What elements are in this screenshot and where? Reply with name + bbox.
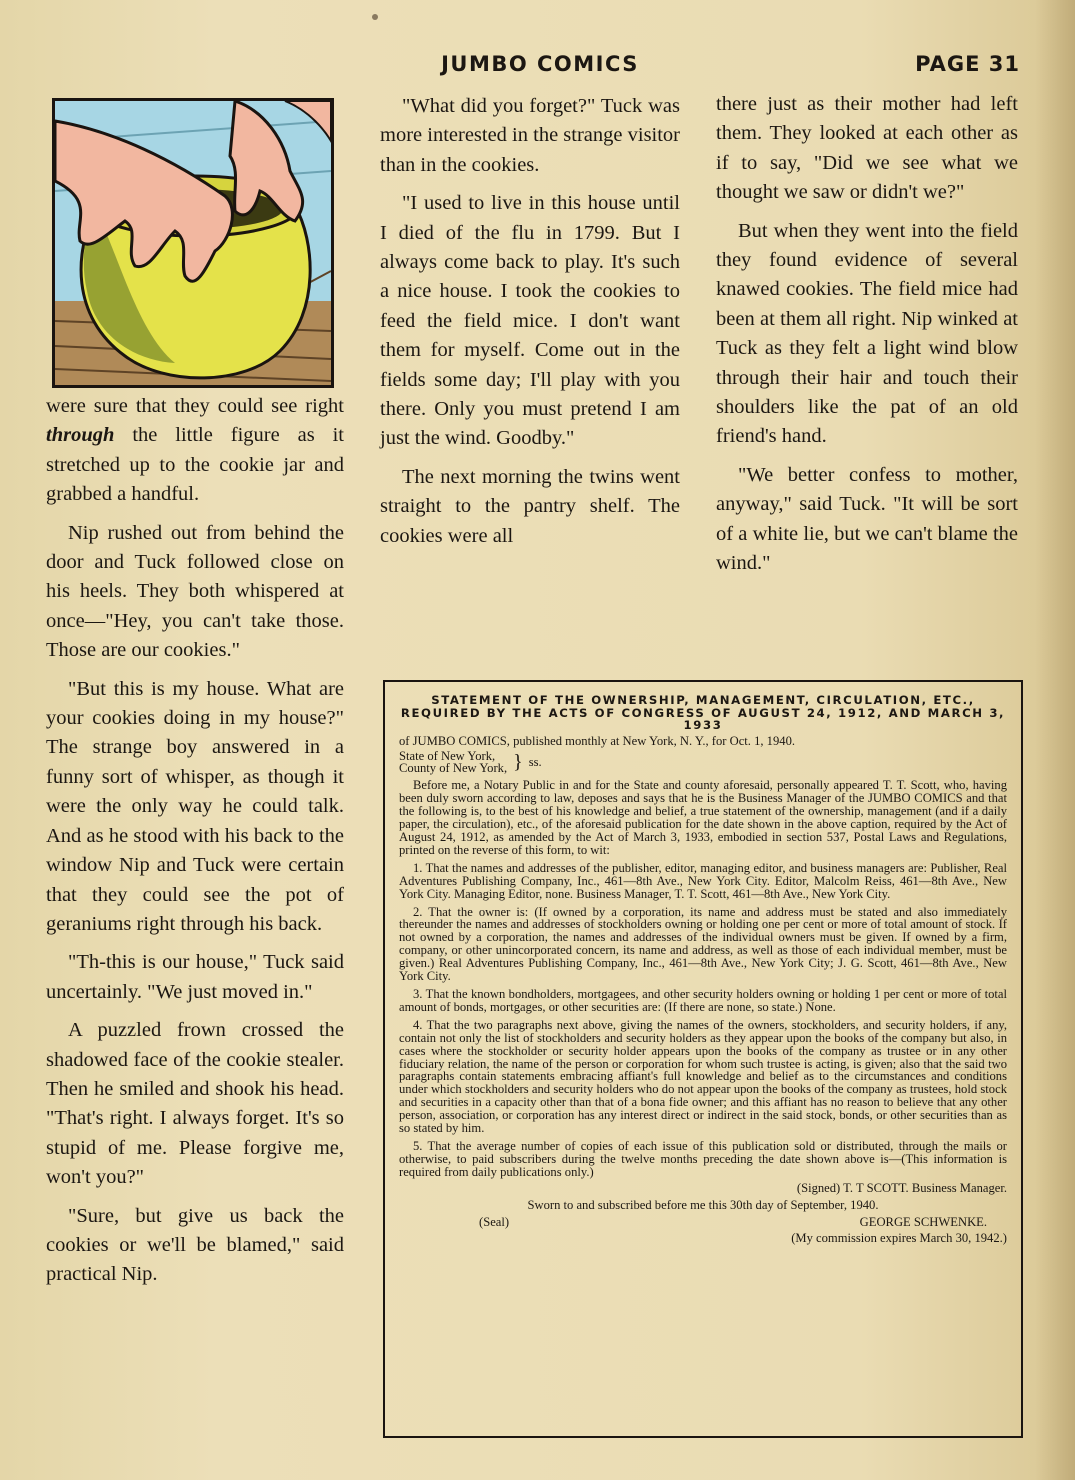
statement-ss: ss. — [528, 755, 542, 770]
story-paragraph: there just as their mother had left them. They looked at each other as if to say, "Did we see what we thought we saw or didn't we?" — [716, 93, 1018, 204]
story-paragraph: "What did you forget?" Tuck was more interested in the strange visitor than in the cookies. — [380, 95, 681, 176]
story-text: the little figure as it stretched up to the cookie jar and grabbed a handful. — [46, 424, 344, 506]
statement-signature: (Signed) T. T SCOTT. Business Manager. — [796, 1180, 1007, 1195]
statement-commission: (My commission expires March 30, 1942.) — [791, 1231, 1007, 1246]
statement-para-1: 1. That the names and addresses of the publisher, editor, managing editor, and business managers are: Publisher, Real Adventures Publishing Company, Inc., 461—8th Ave., New York City. Editor, Malcolm Reiss, 461—8th Ave., New York City. Managing Editor, none. Business Manager, T. T. Scott, 461—8th Ave., New York City. — [399, 860, 1007, 901]
story-column-3 — [716, 90, 1018, 579]
print-speck — [372, 14, 378, 20]
story-paragraph: "I used to live in this house until I died of the flu in 1799. But I always come back to play. It's such a nice house. I took the cookies to feed the field mice. I don't want them for myself. Come out in the fields some day; I'll play with you there. Only you must pretend I am just the wind. Goodby." — [380, 192, 680, 450]
story-paragraph: The next morning the twins went straight to the pantry shelf. The cookies were all — [380, 465, 680, 547]
statement-county: County of New York, — [399, 761, 508, 776]
story-paragraph — [46, 392, 344, 510]
page-edge-shadow — [1035, 0, 1075, 1480]
story-paragraph: A puzzled frown crossed the shadowed face of the cookie stealer. Then he smiled and shook his head. "That's right. I always forget. It's so stupid of me. Please forgive me, won't you?" — [46, 1019, 344, 1189]
statement-publication-line: of JUMBO COMICS, published monthly at New York, N. Y., for Oct. 1, 1940. — [399, 733, 796, 748]
header-title: JUMBO COMICS — [441, 52, 639, 76]
cookie-jar-hands-icon — [55, 101, 331, 385]
story-paragraph: But when they went into the field they found evidence of several knawed cookies. The field mice had been at them all right. Nip winked at Tuck as they felt a light wind blow through their hair and touch their shoulders like the pat of an old friend's hand. — [716, 219, 1018, 448]
statement-title: STATEMENT OF THE OWNERSHIP, MANAGEMENT, CIRCULATION, ETC., REQUIRED BY THE ACTS OF CONGRESS OF AUGUST 24, 1912, AND MARCH 3, 1933 — [400, 693, 1006, 732]
statement-para-3: 3. That the known bondholders, mortgagees, and other security holders owning or holding 1 per cent or more of total amount of bonds, mortgages, or other securities are: (If there are none, so state.) None. — [399, 987, 1007, 1014]
statement-notary: GEORGE SCHWENKE. — [859, 1214, 987, 1229]
statement-intro: Before me, a Notary Public in and for the State and county aforesaid, personally appeared T. T. Scott, who, having been duly sworn according to law, deposes and says that he is the Business Manager of the JUMBO COMICS and that the following is, to the best of his knowledge and belief, a true statement of the ownership, management (and if a daily paper, the circulation), etc., of the aforesaid publication for the date shown in the above caption, required by the Act of August 24, 1912, as amended by the Act of March 3, 1933, embodied in section 537, Postal Laws and Regulations, printed on the reverse of this form, to wit: — [399, 778, 1007, 857]
page-number: PAGE 31 — [915, 52, 1020, 76]
statement-seal: (Seal) — [479, 1214, 510, 1229]
statement-para-2: 2. That the owner is: (If owned by a corporation, its name and address must be stated and also immediately thereunder the names and addresses of stockholders owning or holding one per cent or more of total amount of stock. If not owned by a corporation, the names and addresses of the individual owners must be given. If owned by a firm, company, or other unincorporated concern, its name and address, as well as those of each individual member, must be given.) Real Adventures Publishing Company, Inc., 461—8th Ave., New York City; J. G. Scott, 461—8th Ave., New York City. — [399, 904, 1007, 984]
brace-glyph: } — [513, 751, 523, 774]
statement-para-4: 4. That the two paragraphs next above, giving the names of the owners, stockholders, and security holders, if any, contain not only the list of stockholders and security holders as they appear upon the books of the company but also, in cases where the stockholder or security holder appears upon the books of the company as trustee or in any other fiduciary relation, the name of the person or corporation for whom such trustee is acting, is given; also that the said two paragraphs contain statements embracing affiant's full knowledge and belief as to the circumstances and conditions under which stockholders and security holders who do not appear upon the books of the company as trustees, hold stock and securities in a capacity other than that of a bona fide owner; and this affiant has no reason to believe that any other person, association, or corporation has any interest direct or indirect in the said stock, bonds, or other securities than as so stated by him. — [399, 1017, 1007, 1136]
statement-state: State of New York, — [399, 749, 496, 764]
story-paragraph: "We better confess to mother, anyway," said Tuck. "It will be sort of a white lie, but we can't blame the wind." — [716, 463, 1018, 575]
story-paragraph: "Th-this is our house," Tuck said uncertainly. "We just moved in." — [46, 951, 344, 1003]
statement-seal-row — [399, 1216, 1007, 1229]
story-paragraph: "Sure, but give us back the cookies or we'll be blamed," said practical Nip. — [46, 1204, 344, 1286]
story-column-2 — [380, 92, 680, 551]
story-column-1 — [46, 392, 344, 1290]
statement-para-5: 5. That the average number of copies of each issue of this publication sold or distributed, through the mails or otherwise, to paid subscribers during the twelve months preceding the date shown above is—(This information is required from daily publications only.) — [399, 1138, 1007, 1179]
story-text: were sure that they could see right — [46, 395, 344, 417]
statement-sworn: Sworn to and subscribed before me this 30th day of September, 1940. — [527, 1197, 879, 1212]
story-paragraph: Nip rushed out from behind the door and Tuck followed close on his heels. They both whispered at once—"Hey, you can't take those. Those are our cookies." — [46, 521, 344, 662]
story-paragraph: "But this is my house. What are your cookies doing in my house?" The strange boy answered in a funny sort of whisper, as though it were the only way he could talk. And as he stood with his back to the window Nip and Tuck were certain that they could see the pot of geraniums right through his back. — [46, 677, 344, 935]
statement-venue — [399, 750, 1007, 774]
cookie-jar-illustration — [52, 98, 334, 388]
ownership-statement-box — [383, 680, 1023, 1438]
story-emphasis: through — [46, 424, 115, 447]
